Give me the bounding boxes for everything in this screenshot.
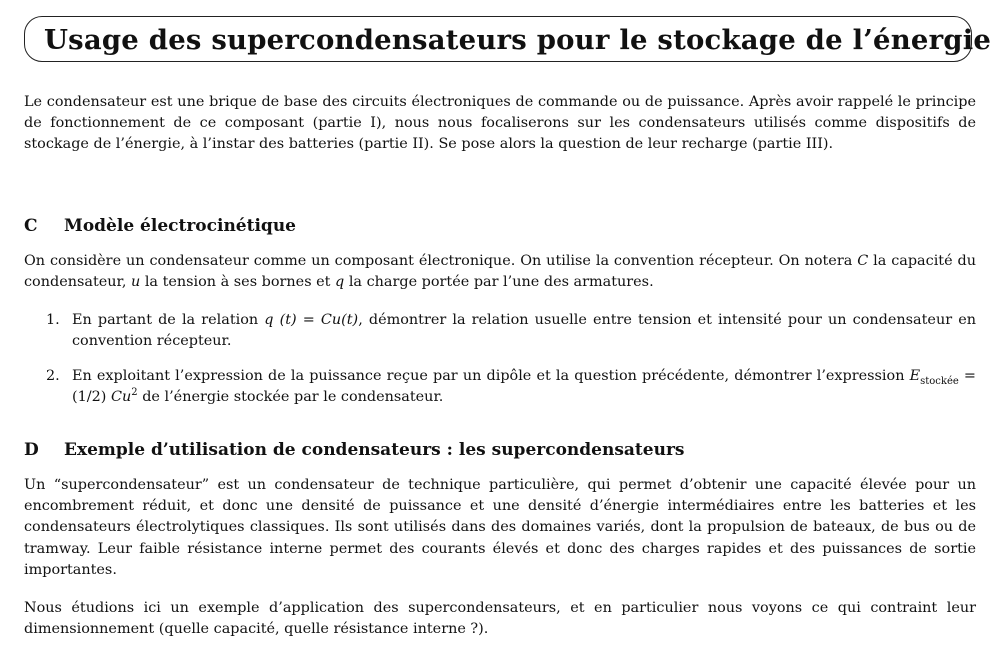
text-run: , démontrer la relation usuelle entre tension et intensité pour un condensateur en convention récepteur. (72, 312, 976, 350)
math-energy: E (909, 368, 921, 384)
math-relation: q (t) = Cu(t) (264, 312, 359, 328)
text-run: de l’énergie stockée par le condensateur. (137, 389, 444, 406)
section-d-number: D (24, 440, 39, 460)
text-run: la tension à ses bornes et (140, 274, 336, 291)
math-voltage: u (130, 274, 141, 291)
math-run: = (1/2) (72, 368, 976, 406)
intro-paragraph: Le condensateur est une brique de base des circuits électroniques de commande ou de puissance. Après avoir rappelé le principe de fonctionnement de ce composant (partie I), nous nous focaliserons sur les condensateurs utilisés comme dispositifs de stockage de l’énergie, à l’instar des batteries (partie II). Se pose alors la question de leur recharge (partie III). (24, 94, 976, 153)
math-capacitance: C (857, 253, 869, 269)
section-c-number: C (24, 216, 38, 236)
section-c-paragraph (24, 251, 976, 293)
question-1-number: 1. (46, 312, 60, 328)
text-run: En partant de la relation (72, 312, 265, 328)
text-run: En exploitant l’expression de la puissance reçue par un dipôle et la question précédente, démontrer l’expression (72, 368, 910, 384)
section-d-paragraph-2: Nous étudions ici un exemple d’application des supercondensateurs, et en particulier nous voyons ce qui contraint leur dimensionnement (quelle capacité, quelle résistance interne ?). (24, 600, 976, 638)
question-2-text (72, 366, 976, 408)
section-d-heading (24, 438, 684, 462)
text-run: la charge portée par l’une des armatures. (344, 274, 654, 291)
question-2 (46, 366, 976, 408)
text-run: la capacité du condensateur, (24, 253, 976, 291)
math-subscript: stockée (920, 375, 959, 387)
section-c-heading (24, 214, 296, 238)
section-d-title: Exemple d’utilisation de condensateurs : les supercondensateurs (64, 440, 685, 460)
text-run: On considère un condensateur comme un composant électronique. On utilise la convention récepteur. On notera (24, 253, 858, 269)
math-charge: q (335, 274, 345, 291)
section-c-title: Modèle électrocinétique (64, 216, 296, 236)
section-d-paragraph-1: Un “supercondensateur” est un condensateur de technique particulière, qui permet d’obtenir une capacité élevée pour un encombrement réduit, et donc une densité de puissance et une densité d’énergie intermédiaires entre les batteries et les condensateurs électrolytiques classiques. Ils sont utilisés dans des domaines variés, dont la propulsion de bateaux, de bus ou de tramway. Leur faible résistance interne permet des courants élevés et donc des charges rapides et des puissances de sortie importantes. (24, 477, 976, 578)
question-1-text (72, 310, 976, 352)
question-2-number: 2. (46, 368, 60, 384)
math-exponent: 2 (131, 387, 138, 399)
page-title: Usage des supercondensateurs pour le stockage de l’énergie (44, 24, 992, 56)
question-1 (46, 310, 976, 352)
math-run: Cu (110, 389, 132, 406)
